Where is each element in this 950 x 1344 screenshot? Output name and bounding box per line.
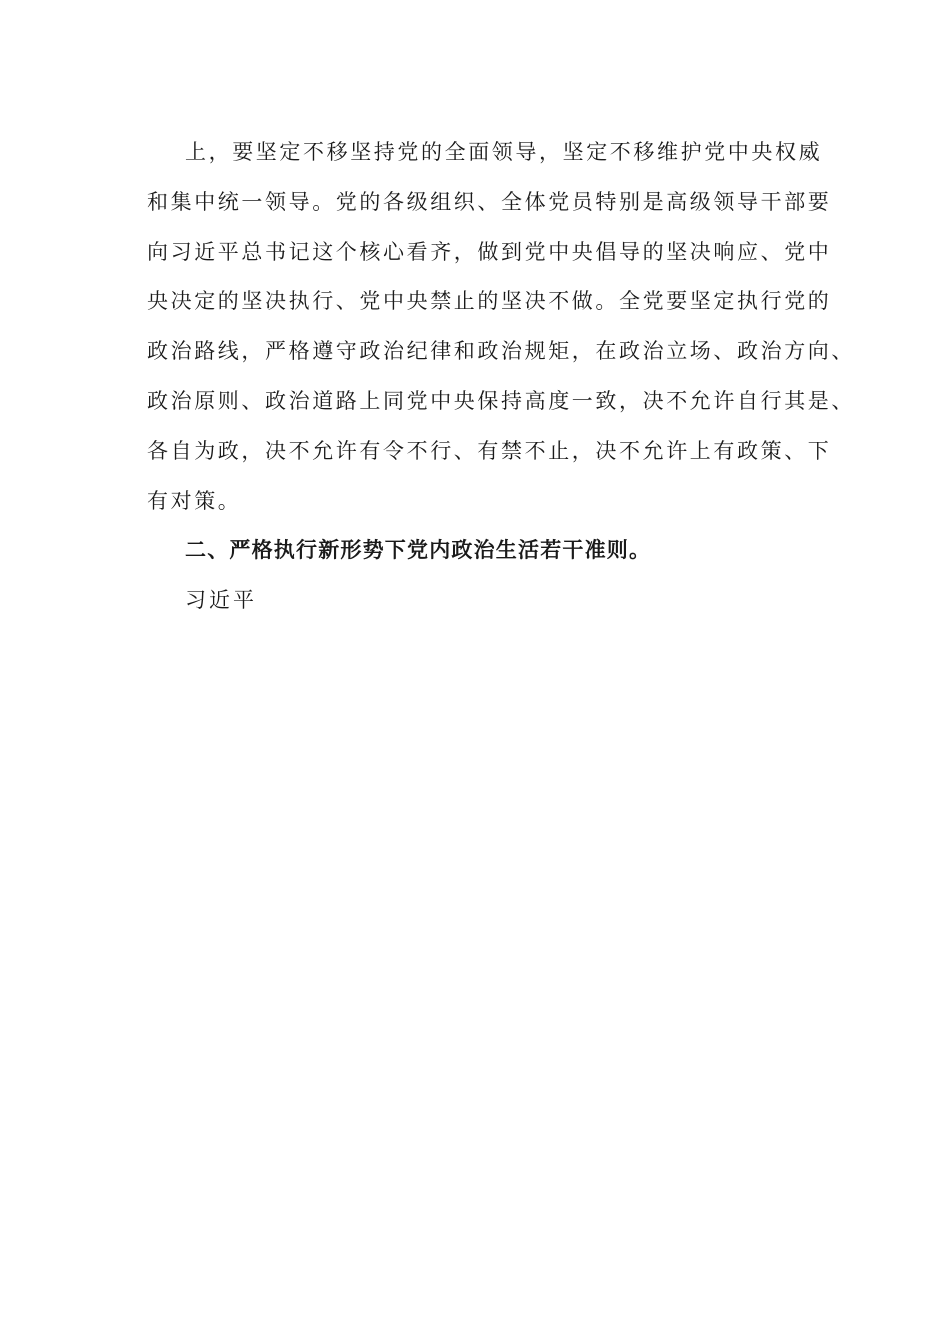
- section-heading: 二、严格执行新形势下党内政治生活若干准则。: [185, 538, 652, 563]
- paragraph-line: 政治路线，严格遵守政治纪律和政治规矩，在政治立场、政治方向、: [147, 339, 855, 364]
- paragraph-line: 各自为政，决不允许有令不行、有禁不止，决不允许上有政策、下: [147, 438, 832, 463]
- document-body: [147, 128, 855, 626]
- paragraph-line: 向习近平总书记这个核心看齐，做到党中央倡导的坚决响应、党中: [147, 239, 832, 264]
- paragraph-line: 上，要坚定不移坚持党的全面领导，坚定不移维护党中央权威: [185, 140, 823, 164]
- signature: 习近平: [185, 588, 257, 613]
- paragraph-line: 有对策。: [147, 488, 242, 513]
- paragraph-line: 政治原则、政治道路上同党中央保持高度一致，决不允许自行其是、: [147, 388, 855, 413]
- paragraph-line: 和集中统一领导。党的各级组织、全体党员特别是高级领导干部要: [147, 189, 832, 214]
- paragraph-line: 央决定的坚决执行、党中央禁止的坚决不做。全党要坚定执行党的: [147, 289, 832, 314]
